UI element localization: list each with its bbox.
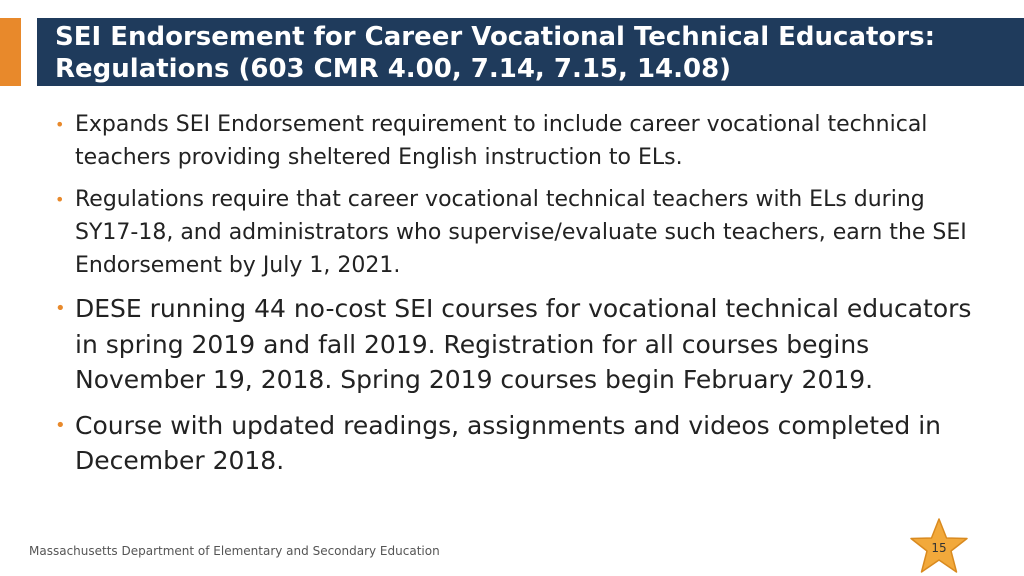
bullet-text: Course with updated readings, assignments and videos completed in December 2018. [75, 410, 941, 475]
slide-title-line-1: SEI Endorsement for Career Vocational Technical Educators: [55, 22, 935, 52]
bullet-list [55, 108, 995, 489]
bullet-marker: • [55, 190, 65, 209]
title-bar [37, 18, 1024, 86]
slide-title [55, 21, 1014, 85]
bullet-marker: • [55, 298, 66, 319]
bullet-marker: • [55, 414, 66, 436]
bullet-text: Expands SEI Endorsement requirement to include career vocational technical teachers providing sheltered English instruction to ELs. [75, 112, 928, 170]
bullet-text: Regulations require that career vocational technical teachers with ELs during SY17-18, and administrators who supervise/evaluate such teachers, earn the SEI Endorsement by July 1, 2021. [75, 187, 967, 278]
footer-organization: Massachusetts Department of Elementary and Secondary Education [29, 544, 440, 558]
bullet-item [55, 183, 995, 282]
bullet-item [55, 408, 995, 479]
slide-title-line-2: Regulations (603 CMR 4.00, 7.14, 7.15, 14.08) [55, 54, 732, 84]
bullet-text: DESE running 44 no-cost SEI courses for vocational technical educators in spring 2019 and fall 2019. Registration for all courses begins November 19, 2018. Spring 2019 courses begin February 2019. [75, 294, 972, 394]
bullet-marker: • [55, 115, 65, 134]
page-number: 15 [931, 541, 947, 555]
title-accent-bar [0, 18, 21, 86]
bullet-item [55, 291, 995, 398]
bullet-item [55, 108, 995, 174]
